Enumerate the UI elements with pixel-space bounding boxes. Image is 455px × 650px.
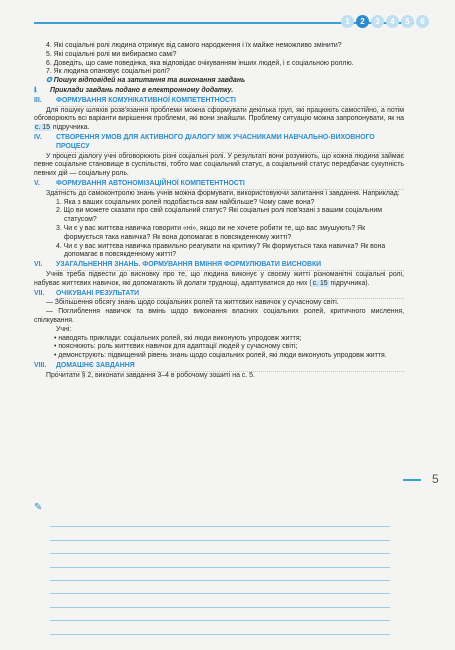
- question-4: 4. Які соціальні ролі людина отримує від самого народження і їх майже неможливо змінити?: [46, 42, 342, 49]
- section-6-title: УЗАГАЛЬНЕННЯ ЗНАНЬ. ФОРМУВАННЯ ВМІННЯ ФОРМУЛЮВАТИ ВИСНОВКИ: [56, 261, 404, 271]
- section-3-num: III.: [34, 96, 42, 104]
- section-5-text: Здатність до самоконтролю знань учнів можна формувати, використовуючи запитання і завдання. Наприклад:: [46, 189, 400, 197]
- step-3: 3: [371, 15, 384, 28]
- section-3-heading: [34, 97, 404, 107]
- section-8-heading: [34, 362, 404, 372]
- pupils-label: Учні:: [56, 325, 72, 333]
- page-number: 5: [432, 472, 439, 486]
- section-5-title: ФОРМУВАННЯ АВТОНОМІЗАЦІЙНОЇ КОМПЕТЕНТНОСТІ: [56, 180, 404, 190]
- search-answers-line: [34, 77, 404, 86]
- lesson-content: [34, 42, 404, 380]
- note-line[interactable]: [50, 608, 390, 621]
- question-6: 6. Доведіть, що саме поведінка, яка відповідає очікуванням інших людей, і є соціальною роллю.: [46, 59, 354, 67]
- homework-text: Прочитати § 2, виконати завдання 3–4 в робочому зошиті на с. 5.: [46, 371, 255, 379]
- note-line[interactable]: [50, 621, 390, 634]
- section-8-title: ДОМАШНЄ ЗАВДАННЯ: [56, 362, 404, 372]
- section-3-text: [34, 107, 404, 133]
- note-line[interactable]: [50, 594, 390, 607]
- section-4-title: СТВОРЕННЯ УМОВ ДЛЯ АКТИВНОГО ДІАЛОГУ МІЖ УЧАСНИКАМИ НАВЧАЛЬНО-ВИХОВНОГО ПРОЦЕСУ: [56, 134, 404, 153]
- section-5-num: V.: [34, 179, 40, 187]
- self-control-questions: [34, 199, 404, 261]
- step-6: 6: [416, 15, 429, 28]
- section-6-text: [34, 271, 404, 289]
- section-5-heading: [34, 180, 404, 190]
- section-8-num: VIII.: [34, 361, 47, 369]
- step-1: 1: [341, 15, 354, 28]
- notes-lines[interactable]: [50, 514, 390, 635]
- outcome-item: • пояснюють: роль життєвих навичок для адаптації людей у сучасному світі;: [54, 343, 298, 351]
- note-line[interactable]: [50, 581, 390, 594]
- section-6-num: VI.: [34, 261, 43, 269]
- page-ref: с. 15: [35, 124, 50, 132]
- example-note-text: Приклади завдань подано в електронному додатку.: [50, 86, 234, 94]
- list-item: 4. Чи є у вас життєва навичка правильно реагувати на критику? Як формується така навичка? Як вона допомагає в повсякденному житті?: [56, 242, 386, 259]
- section-3-text-b: підручника.: [50, 124, 90, 132]
- note-line[interactable]: [50, 554, 390, 567]
- section-6-text-a: Учнів треба підвести до висновку про те, що людина виконує у своєму житті різноманітні соціальні ролі, набуває життєвих навичок, які допомагають їй долати труднощі, адаптуватися до них (: [34, 270, 404, 287]
- section-6-text-b: підручника).: [328, 279, 370, 287]
- section-3-title: ФОРМУВАННЯ КОМУНІКАТИВНОЇ КОМПЕТЕНТНОСТІ: [56, 97, 404, 107]
- note-line[interactable]: [50, 514, 390, 527]
- section-7-num: VII.: [34, 289, 45, 297]
- page-ref: с. 15: [312, 279, 328, 287]
- outcome-item: • демонструють: підвищений рівень знань щодо соціальних ролей, які люди виконують упродовж життя.: [54, 352, 387, 360]
- bullet-icon: ✪: [46, 77, 54, 85]
- section-4-num: IV.: [34, 133, 42, 141]
- info-icon: ℹ: [34, 86, 37, 94]
- list-item: 3. Чи є у вас життєва навичка говорити «ні», якщо ви не хочете робити те, що вас змушують? Як формується така навичка? Як вона допомагає в повсякденному житті?: [56, 224, 366, 241]
- question-7: 7. Як людина опановує соціальні ролі?: [46, 68, 170, 76]
- outcome-item: • наводять приклади: соціальних ролей, які люди виконують упродовж життя;: [54, 334, 302, 342]
- result-1: — Збільшення обсягу знань щодо соціальних ролей та життєвих навичок у сучасному світі.: [46, 299, 339, 307]
- result-2: — Поглиблення навичок та вмінь щодо виконання власних соціальних ролей, критичного мислення, спілкування.: [34, 308, 404, 324]
- step-indicator: [341, 15, 429, 28]
- search-answers-text: Пошук відповідей на запитання та виконання завдань: [53, 77, 246, 85]
- section-3-text-a: Для пошуку шляхів розв'язання проблеми можна сформувати декілька груп, які працюють самостійно, а потім обговорюють всі варіанти вирішення проблеми, які вони знайшли. Проблему ситуацію можна запропонувати, як на: [34, 106, 404, 123]
- section-4-text: У процесі діалогу учні обговорюють різні соціальні ролі. У результаті вони розуміють, що кожна людина займає певне соціальне становище в суспільстві, тобто має соціальний статус, а соціальний статус передбачає сукупність певних дій — соціальну роль.: [34, 152, 404, 178]
- pencil-icon: ✎: [34, 502, 43, 513]
- list-item: 1. Яка з ваших соціальних ролей подобається вам найбільше? Чому саме вона?: [56, 198, 315, 206]
- question-5: 5. Які соціальні ролі ми вибираємо самі?: [46, 50, 177, 58]
- step-5: 5: [401, 15, 414, 28]
- step-4: 4: [386, 15, 399, 28]
- section-4-heading: [34, 134, 404, 153]
- step-2-active: 2: [356, 15, 369, 28]
- example-note: [34, 87, 404, 96]
- section-7-heading: [34, 290, 404, 300]
- note-line[interactable]: [50, 568, 390, 581]
- page-number-rule: [403, 479, 421, 481]
- section-6-heading: [34, 261, 404, 271]
- note-line[interactable]: [50, 541, 390, 554]
- note-line[interactable]: [50, 527, 390, 540]
- list-item: 2. Що ви можете сказати про свій соціальний статус? Які соціальні ролі пов'язані з вашим соціальним статусом?: [56, 207, 382, 224]
- section-7-title: ОЧІКУВАНІ РЕЗУЛЬТАТИ: [56, 290, 404, 300]
